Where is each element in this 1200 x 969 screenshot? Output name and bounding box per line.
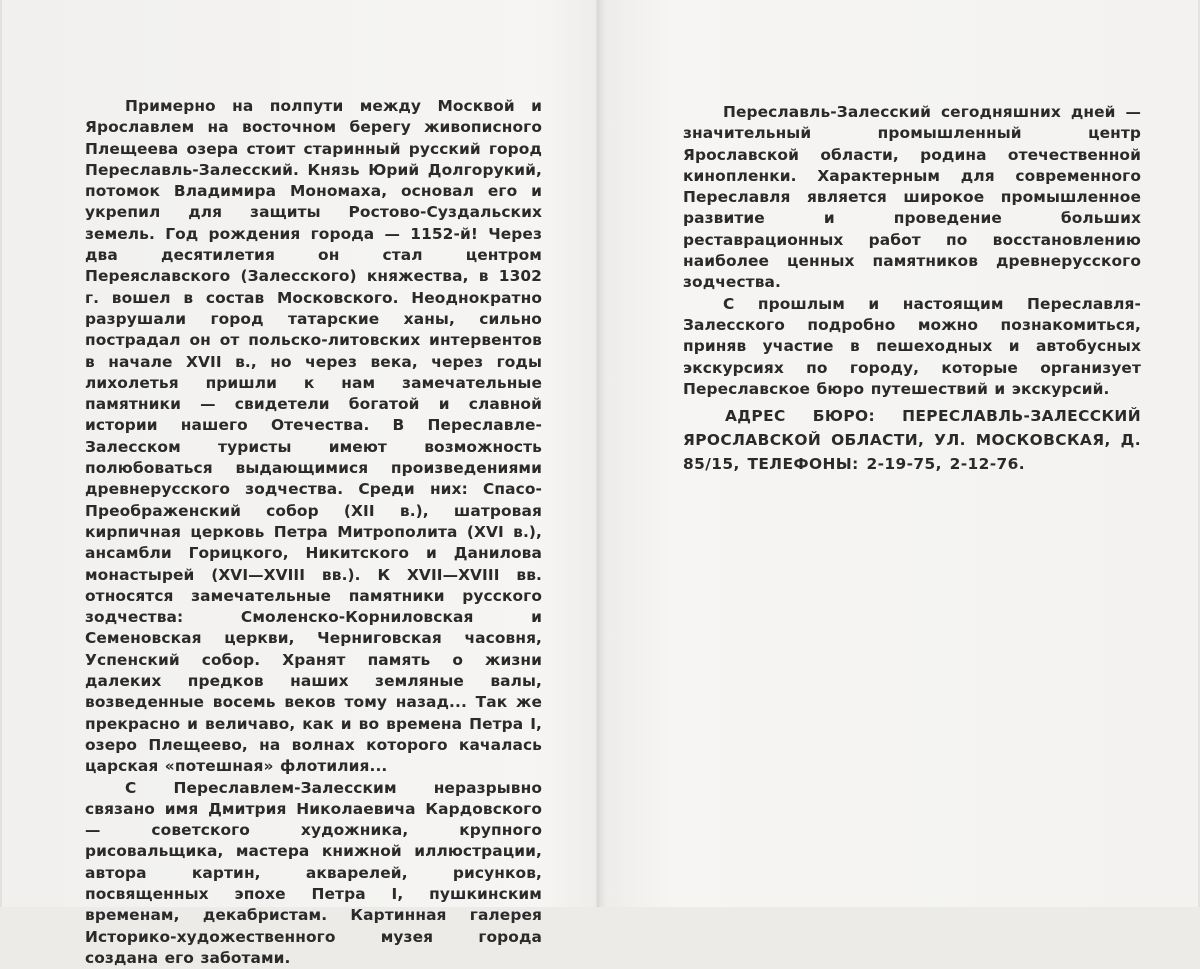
kardovsky-paragraph: С Переславлем-Залесским неразрывно связано имя Дмитрия Николаевича Кардовского — советского художника, крупного рисовальщика, мастера книжной иллюстрации, автора картин, акварелей, рисунков, посвященных эпохе Петра I, пушкинским временам, декабристам. Картинная галерея Историко-художественного музея города создана его заботами. <box>85 778 542 969</box>
modern-city-paragraph: Переславль-Залесский сегодняшних дней — значительный промышленный центр Ярославской области, родина отечественной кинопленки. Характерным для современного Переславля является широкое промышленное развитие и проведение больших реставрационных работ по восстановлению наиболее ценных памятников древнерусского зодчества. <box>683 102 1141 294</box>
left-page-edge <box>0 0 2 907</box>
right-page-text <box>683 102 1141 400</box>
excursions-paragraph: С прошлым и настоящим Переславля-Залесского подробно можно познакомиться, приняв участие в пешеходных и автобусных экскурсиях по городу, которые организует Переславское бюро путешествий и экскурсий. <box>683 294 1141 400</box>
center-fold <box>596 0 600 907</box>
left-page-text <box>85 96 542 969</box>
history-paragraph: Примерно на полпути между Москвой и Ярославлем на восточном берегу живописного Плещеева озера стоит старинный русский город Переславль-Залесский. Князь Юрий Долгорукий, потомок Владимира Мономаха, основал его и укрепил для защиты Ростово-Суздальских земель. Год рождения города — 1152-й! Через два десятилетия он стал центром Переяславского (Залесского) княжества, в 1302 г. вошел в состав Московского. Неоднократно разрушали город татарские ханы, сильно пострадал он от польско-литовских интервентов в начале XVII в., но через века, через годы лихолетья пришли к нам замечательные памятники — свидетели богатой и славной истории нашего Отечества. В Переславле-Залесском туристы имеют возможность полюбоваться выдающимися произведениями древнерусского зодчества. Среди них: Спасо-Преображенский собор (XII в.), шатровая кирпичная церковь Петра Митрополита (XVI в.), ансамбли Горицкого, Никитского и Данилова монастырей (XVI—XVIII вв.). К XVII—XVIII вв. относятся замечательные памятники русского зодчества: Смоленско-Корниловская и Семеновская церкви, Черниговская часовня, Успенский собор. Хранят память о жизни далеких предков наших земляные валы, возведенные восемь веков тому назад... Так же прекрасно и величаво, как и во времена Петра I, озеро Плещеево, на волнах которого качалась царская «потешная» флотилия... <box>85 96 542 778</box>
bureau-address: АДРЕС БЮРО: ПЕРЕСЛАВЛЬ-ЗАЛЕССКИЙ ЯРОСЛАВСКОЙ ОБЛАСТИ, УЛ. МОСКОВСКАЯ, Д. 85/15, ТЕЛЕФОНЫ: 2-19-75, 2-12-76. <box>683 404 1141 476</box>
